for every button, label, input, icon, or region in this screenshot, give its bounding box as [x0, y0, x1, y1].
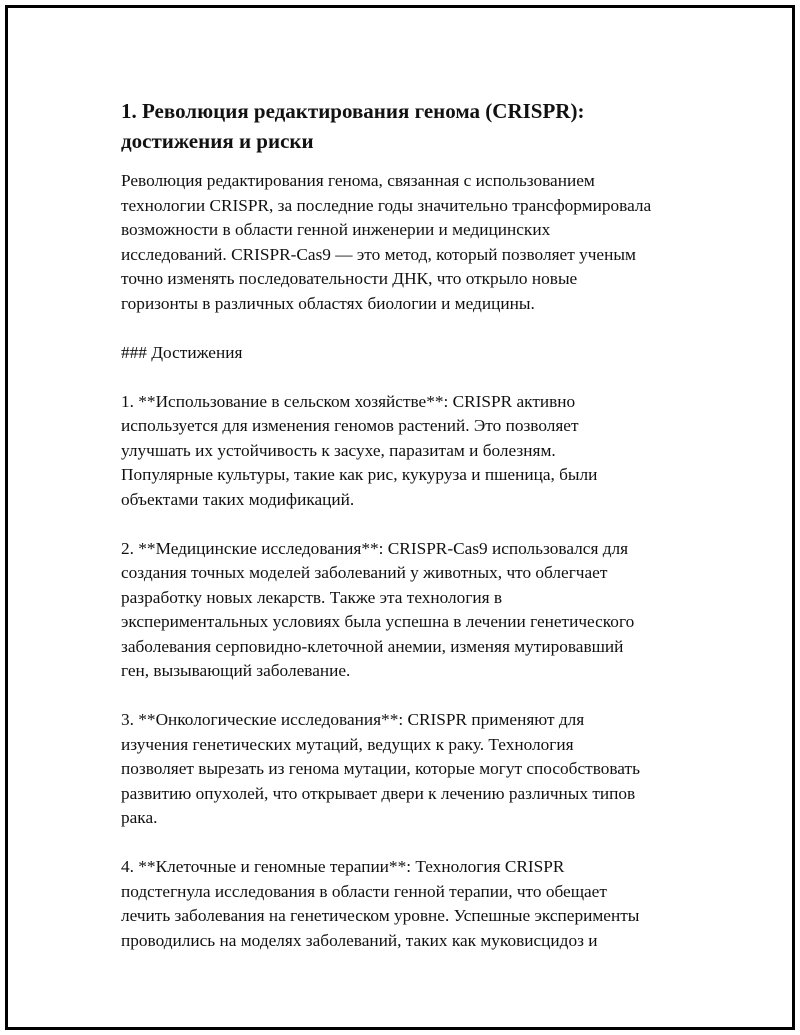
list-item: 2. **Медицинские исследования**: CRISPR-Cas9 использовался для создания точных моделей заболеваний у животных, что облегчает разработку новых лекарств. Также эта технология в экспериментальных условиях была успешна в лечении генетического заболевания серповидно-клеточной анемии, изменяя мутировавший ген, вызывающий заболевание. — [121, 538, 635, 680]
document-title: 1. Революция редактирования генома (CRISPR): достижения и риски — [121, 99, 585, 153]
list-item: 1. **Использование в сельском хозяйстве**: CRISPR активно используется для изменения геномов растений. Это позволяет улучшать их устойчивость к засухе, паразитам и болезням. Популярные культуры, такие как рис, кукуруза и пшеница, были объектами таких модификаций. — [121, 391, 598, 509]
intro-paragraph: Революция редактирования генома, связанная с использованием технологии CRISPR, за последние годы значительно трансформировала возможности в области генной инженерии и медицинских исследований. CRISPR-Cas9 — это метод, который позволяет ученым точно изменять последовательности ДНК, что открыло новые горизонты в различных областях биологии и медицины. — [121, 171, 652, 313]
document-page — [5, 5, 795, 1030]
list-item: 3. **Онкологические исследования**: CRISPR применяют для изучения генетических мутаций, ведущих к раку. Технология позволяет вырезать из генома мутации, которые могут способствовать развитию опухолей, что открывает двери к лечению различных типов рака. — [121, 710, 640, 827]
list-item: 4. **Клеточные и геномные терапии**: Технология CRISPR подстегнула исследования в области генной терапии, что обещает лечить заболевания на генетическом уровне. Успешные эксперименты проводились на моделях заболеваний, таких как муковисцидоз и — [121, 857, 640, 950]
document-body — [121, 96, 701, 978]
section-heading: ### Достижения — [121, 342, 243, 362]
